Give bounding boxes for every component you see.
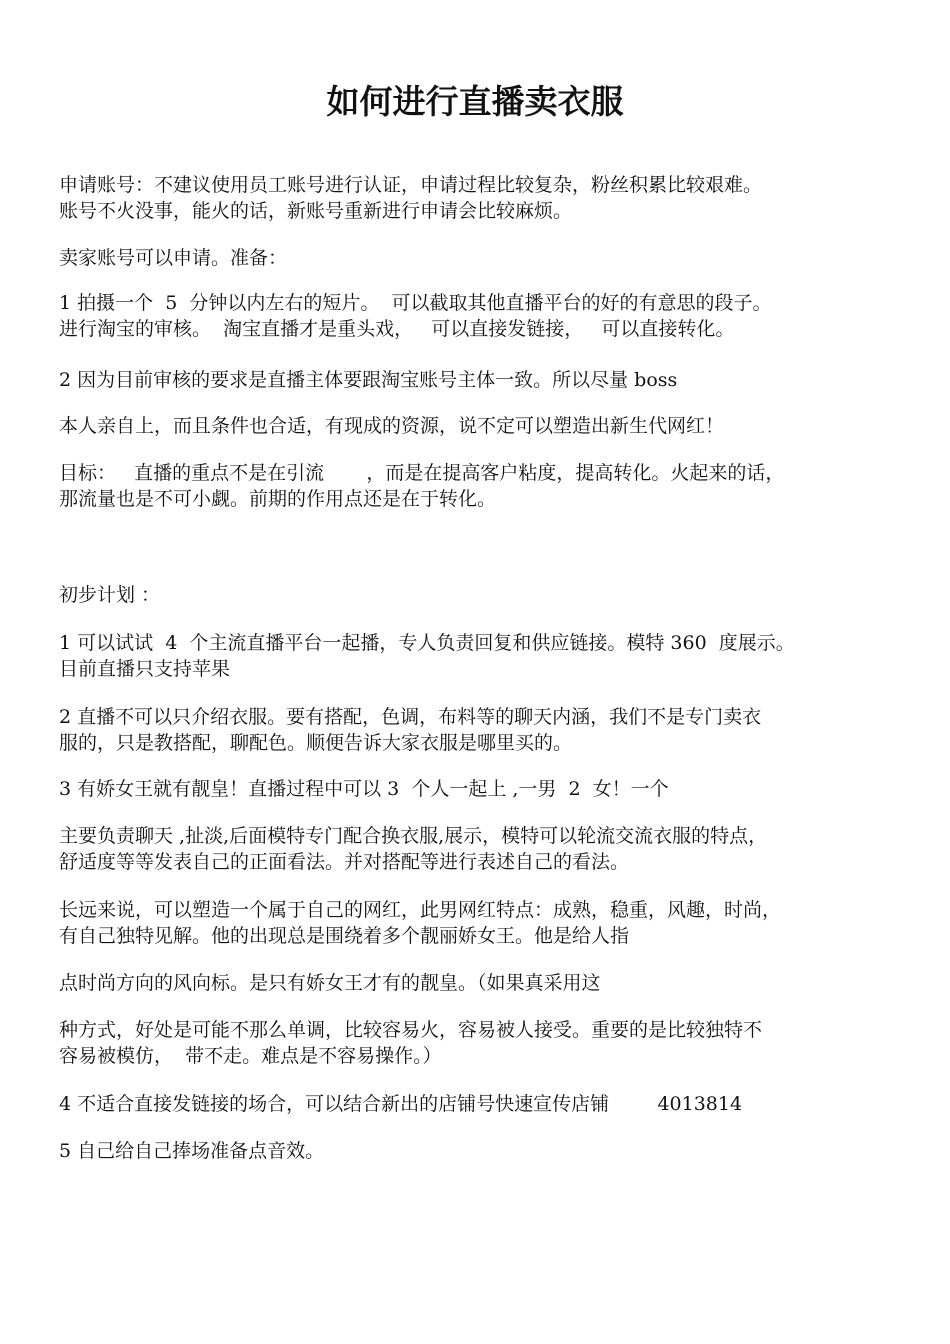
text-line: 2 直播不可以只介绍衣服。要有搭配，色调，布料等的聊天内涵，我们不是专门卖衣 <box>59 706 762 728</box>
text-line: 3 有娇女王就有靓皇！直播过程中可以 3 个人一起上 ,一男 2 女！一个 <box>59 778 669 800</box>
paragraph-boss <box>59 413 919 439</box>
text-line: 本人亲自上，而且条件也合适，有现成的资源，说不定可以塑造出新生代网红！ <box>59 415 725 437</box>
paragraph-long-term <box>59 897 919 949</box>
text-line: 那流量也是不可小觑。前期的作用点还是在于转化。 <box>59 488 497 510</box>
paragraph-seller-account <box>59 245 919 271</box>
text-line: 卖家账号可以申请。准备： <box>59 247 288 269</box>
text-line: 1 拍摄一个 5 分钟以内左右的短片。 可以截取其他直播平台的好的有意思的段子。 <box>59 292 772 314</box>
text-line: 进行淘宝的审核。 淘宝直播才是重头戏， 可以直接发链接， 可以直接转化。 <box>59 318 735 340</box>
text-line: 2 因为目前审核的要求是直播主体要跟淘宝账号主体一致。所以尽量 boss <box>59 369 678 391</box>
text-line: 5 自己给自己捧场准备点音效。 <box>59 1140 325 1162</box>
paragraph-fashion-guide <box>59 970 919 996</box>
page-title: 如何进行直播卖衣服 <box>326 82 624 121</box>
paragraph-item-1 <box>59 290 919 342</box>
text-line: 长远来说，可以塑造一个属于自己的网红，此男网红特点：成熟，稳重，风趣，时尚， <box>59 899 782 921</box>
text-line: 点时尚方向的风向标。是只有娇女王才有的靓皇。（如果真采用这 <box>59 972 601 994</box>
text-line: 服的，只是教搭配，聊配色。顺便告诉大家衣服是哪里买的。 <box>59 732 573 754</box>
text-line: 4 不适合直接发链接的场合，可以结合新出的店铺号快速宣传店铺 4013814 <box>59 1093 743 1115</box>
text-line: 申请账号：不建议使用员工账号进行认证，申请过程比较复杂，粉丝积累比较艰难。 <box>59 174 763 196</box>
text-line: 目标： 直播的重点不是在引流 ，而是在提高客户粘度，提高转化。火起来的话， <box>59 462 785 484</box>
text-line: 舒适度等等发表自己的正面看法。并对搭配等进行表述自己的看法。 <box>59 851 630 873</box>
paragraph-approach <box>59 1017 919 1069</box>
paragraph-plan-3 <box>59 776 919 802</box>
paragraph-plan-4 <box>59 1091 919 1117</box>
text-line: 种方式，好处是可能不那么单调，比较容易火，容易被人接受。重要的是比较独特不 <box>59 1019 763 1041</box>
paragraph-plan-heading <box>59 582 919 608</box>
text-line: 1 可以试试 4 个主流直播平台一起播，专人负责回复和供应链接。模特 360 度展示。 <box>59 632 795 654</box>
paragraph-apply-account <box>59 172 919 224</box>
text-line: 初步计划 ： <box>59 584 161 606</box>
text-line: 有自己独特见解。他的出现总是围绕着多个靓丽娇女王。他是给人指 <box>59 925 630 947</box>
text-line: 容易被模仿， 带不走。难点是不容易操作。） <box>59 1045 442 1067</box>
paragraph-plan-1 <box>59 630 919 682</box>
text-line: 账号不火没事，能火的话，新账号重新进行申请会比较麻烦。 <box>59 200 573 222</box>
paragraph-item-2 <box>59 367 919 393</box>
text-line: 目前直播只支持苹果 <box>59 658 231 680</box>
paragraph-plan-5 <box>59 1138 919 1164</box>
text-line: 主要负责聊天 ,扯淡,后面模特专门配合换衣服,展示，模特可以轮流交流衣服的特点， <box>59 825 768 847</box>
paragraph-plan-3-detail <box>59 823 919 875</box>
paragraph-goal <box>59 460 919 512</box>
paragraph-plan-2 <box>59 704 919 756</box>
